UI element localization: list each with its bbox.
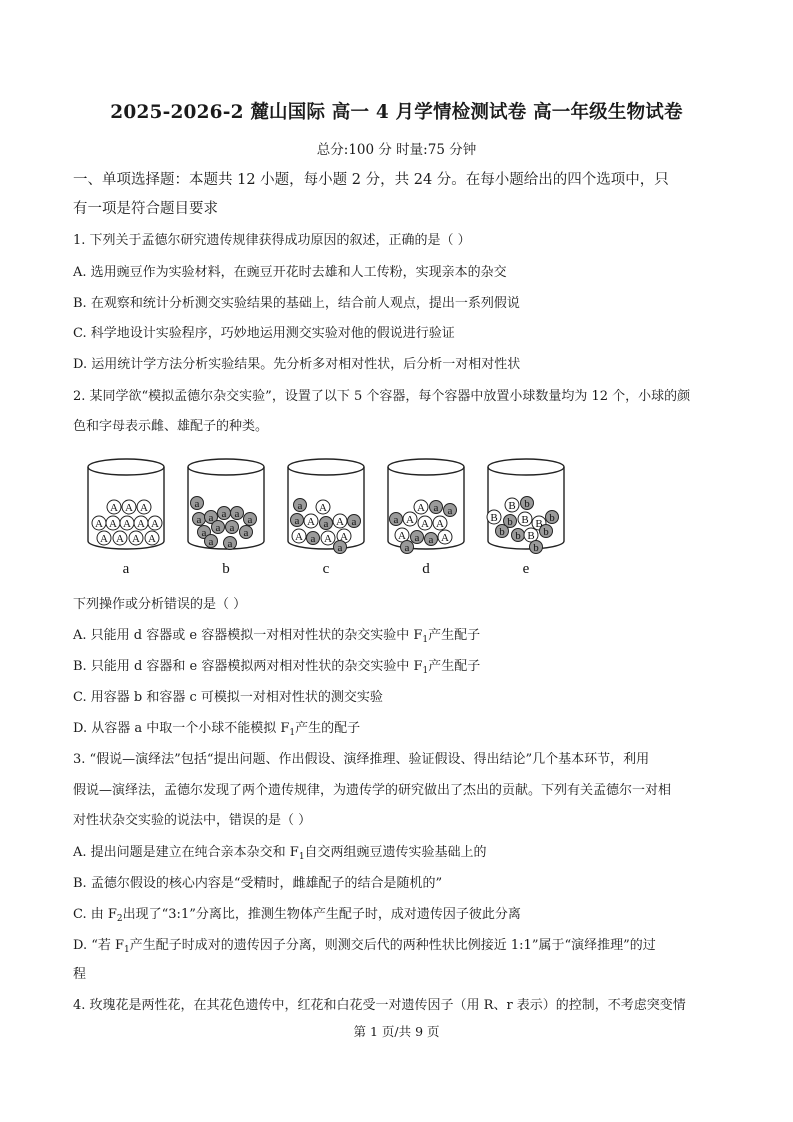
container-label-b: b [222, 561, 230, 577]
q1-stem: 1. 下列关于孟德尔研究遗传规律获得成功原因的叙述，正确的是（ ） [73, 233, 471, 248]
svg-text:a: a [229, 522, 235, 534]
svg-text:b: b [507, 516, 513, 528]
container-label-a: a [122, 561, 130, 577]
svg-text:b: b [533, 542, 539, 554]
svg-text:A: A [436, 518, 444, 530]
svg-text:A: A [110, 502, 118, 514]
svg-text:A: A [398, 530, 406, 542]
svg-text:b: b [549, 512, 555, 524]
svg-text:a: a [447, 505, 453, 517]
svg-text:A: A [95, 518, 103, 530]
svg-text:A: A [125, 502, 133, 514]
svg-text:A: A [100, 533, 108, 545]
svg-text:A: A [109, 518, 117, 530]
svg-text:b: b [515, 530, 521, 542]
q2-stem: 2. 某同学欲“模拟孟德尔杂交实验”，设置了以下 5 个容器，每个容器中放置小球数量均为 12 个，小球的颜 [73, 389, 691, 404]
q1-option-a: A. 选用豌豆作为实验材料，在豌豆开花时去雄和人工传粉，实现亲本的杂交 [73, 265, 507, 280]
page-number: 第 1 页/共 9 页 [353, 1024, 440, 1039]
q3-option-d: D. “若 $F_1$产生配子时成对的遗传因子分离，则测交后代的两种性状比例接近 1:1”属于“演绎推理”的过 [73, 938, 656, 955]
svg-text:a: a [194, 498, 200, 510]
svg-text:a: a [208, 536, 214, 548]
q2-option-a: A. 只能用 d 容器或 e 容器模拟一对相对性状的杂交实验中 $F_1$产生配子 [73, 628, 481, 645]
svg-text:a: a [227, 538, 233, 550]
q3-option-b: B. 孟德尔假设的核心内容是“受精时，雌雄配子的结合是随机的” [73, 876, 443, 891]
svg-text:b: b [524, 498, 530, 510]
svg-text:a: a [297, 500, 303, 512]
container-label-e: e [522, 561, 530, 577]
svg-text:A: A [307, 516, 315, 528]
container-label-d: d [422, 561, 430, 577]
q2-question: 下列操作或分析错误的是（ ） [73, 597, 247, 612]
svg-text:a: a [414, 532, 420, 544]
q3-stem-cont: 假说—演绎法，孟德尔发现了两个遗传规律，为遗传学的研究做出了杰出的贡献。下列有关孟德尔一对相 [73, 783, 672, 798]
container-c [288, 459, 364, 577]
q2-option-d: D. 从容器 a 中取一个小球不能模拟 $F_1$产生的配子 [73, 721, 361, 738]
svg-text:b: b [543, 526, 549, 538]
q3-stem: 3. “假说—演绎法”包括“提出问题、作出假设、演绎推理、验证假设、得出结论”几个基本环节，利用 [73, 752, 650, 767]
containers-figure [80, 455, 580, 580]
svg-text:A: A [123, 518, 131, 530]
q3-stem-cont2: 对性状杂交实验的说法中，错误的是（ ） [73, 813, 312, 828]
svg-text:A: A [132, 533, 140, 545]
q2-stem-cont: 色和字母表示雌、雄配子的种类。 [73, 419, 269, 434]
q2-option-c: C. 用容器 b 和容器 c 可模拟一对相对性状的测交实验 [73, 690, 383, 705]
container-b [188, 459, 264, 577]
svg-text:a: a [243, 527, 249, 539]
svg-text:A: A [137, 518, 145, 530]
svg-text:a: a [196, 514, 202, 526]
svg-text:a: a [221, 508, 227, 520]
svg-text:a: a [234, 508, 240, 520]
svg-text:a: a [208, 512, 214, 524]
exam-subtitle: 总分:100 分 时量:75 分钟 [316, 142, 477, 158]
svg-text:B: B [527, 530, 535, 542]
q3-option-a: A. 提出问题是建立在纯合亲本杂交和 $F_1$自交两组豌豆遗传实验基础上的 [73, 845, 487, 862]
svg-text:a: a [351, 516, 357, 528]
svg-text:a: a [433, 502, 439, 514]
svg-text:a: a [428, 534, 434, 546]
svg-text:A: A [441, 532, 449, 544]
svg-text:a: a [294, 515, 300, 527]
q4-stem: 4. 玫瑰花是两性花，在其花色遗传中，红花和白花受一对遗传因子（用 R、r 表示）的控制，不考虑突变情 [73, 998, 686, 1013]
q3-option-d-cont: 程 [73, 967, 87, 982]
svg-text:a: a [337, 542, 343, 554]
svg-text:a: a [393, 514, 399, 526]
svg-text:A: A [116, 533, 124, 545]
container-d [388, 459, 464, 577]
svg-text:a: a [323, 518, 329, 530]
q3-option-c: C. 由 $F_2$出现了“3:1”分离比，推测生物体产生配子时，成对遗传因子彼此分离 [73, 907, 521, 924]
svg-text:A: A [417, 502, 425, 514]
svg-text:A: A [406, 514, 414, 526]
svg-text:A: A [336, 516, 344, 528]
svg-text:B: B [508, 500, 516, 512]
q2-option-b: B. 只能用 d 容器和 e 容器模拟两对相对性状的杂交实验中 $F_1$产生配子 [73, 659, 481, 676]
svg-text:A: A [340, 531, 348, 543]
exam-title: 2025-2026-2 麓山国际 高一 4 月学情检测试卷 高一年级生物试卷 [110, 102, 683, 123]
svg-text:A: A [319, 502, 327, 514]
q1-option-b: B. 在观察和统计分析测交实验结果的基础上，结合前人观点，提出一系列假说 [73, 296, 520, 311]
svg-text:A: A [151, 518, 159, 530]
q1-option-d: D. 运用统计学方法分析实验结果。先分析多对相对性状，后分析一对相对性状 [73, 357, 521, 372]
svg-text:a: a [201, 527, 207, 539]
svg-text:B: B [535, 518, 543, 530]
svg-text:A: A [295, 531, 303, 543]
section-heading: 一、单项选择题：本题共 12 小题，每小题 2 分，共 24 分。在每小题给出的四个选项中，只 [73, 172, 669, 188]
q1-option-c: C. 科学地设计实验程序，巧妙地运用测交实验对他的假说进行验证 [73, 326, 455, 341]
svg-text:a: a [404, 542, 410, 554]
container-label-c: c [322, 561, 330, 577]
svg-text:B: B [490, 512, 498, 524]
svg-text:A: A [148, 533, 156, 545]
svg-text:A: A [140, 502, 148, 514]
svg-text:a: a [310, 533, 316, 545]
svg-text:b: b [499, 526, 505, 538]
svg-text:a: a [215, 522, 221, 534]
svg-text:a: a [247, 514, 253, 526]
section-heading-cont: 有一项是符合题目要求 [73, 201, 218, 217]
svg-text:A: A [421, 518, 429, 530]
container-e [487, 459, 564, 577]
container-a [88, 459, 164, 577]
svg-text:A: A [324, 533, 332, 545]
svg-text:B: B [521, 514, 529, 526]
